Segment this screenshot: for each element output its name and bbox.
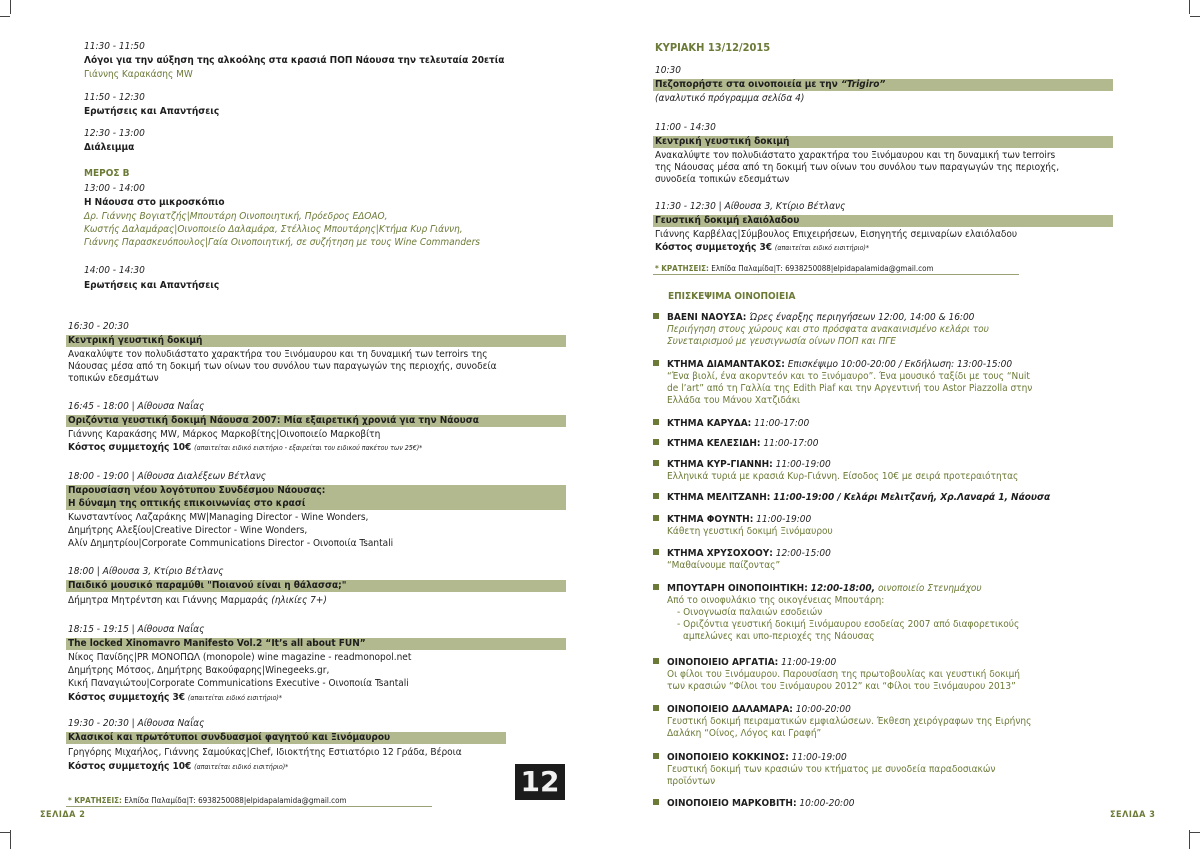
winery-item: ΚΤΗΜΑ ΚΑΡΥΔΑ: 11:00-17:00 [653, 418, 809, 430]
right-page [600, 0, 1200, 849]
divider [653, 274, 1019, 275]
event-speaker: Νίκος Πανίδης|PR ΜΟΝΟΠΩΛ (monopole) wine magazine - readmonopol.net [68, 652, 412, 663]
event-desc: τοπικών εδεσμάτων [68, 373, 159, 384]
event-time: 11:00 - 14:30 [655, 122, 716, 133]
bullet-square-icon [653, 419, 659, 425]
event-speaker: Γρηγόρης Μιχαήλος, Γιάννης Σαμούκας|Chef, Ιδιοκτήτης Εστιατόριο 12 Γράδα, Βέροια [68, 747, 462, 758]
event-cost: Κόστος συμμετοχής 3€ (απαιτείται ειδικό εισιτήριο)* [655, 242, 870, 253]
event-speaker: Γιάννης Καρακάσης MW, Μάρκος Μαρκοβίτης|Οινοποιείο Μαρκοβίτη [68, 429, 381, 440]
divider [66, 806, 432, 807]
crop-mark [0, 16, 10, 17]
event-cost: Κόστος συμμετοχής 10€ (απαιτείται ειδικό εισιτήριο)* [68, 761, 289, 772]
winery-item: ΒΑΕΝΙ ΝΑΟΥΣΑ: Ώρες έναρξης περιηγήσεων 12:00, 14:00 & 16:00 Περιήγηση στους χώρους και στο πρόσφατα ανακαινισμένο κελάρι του Συνεταιρισμού με γευσιγνωσία οίνων ΠΟΠ και ΠΓΕ [653, 312, 989, 348]
bullet-square-icon [653, 549, 659, 555]
event-title: Οριζόντια γευστική δοκιμή Νάουσα 2007: Μία εξαιρετική χρονιά για την Νάουσα [68, 415, 479, 426]
event-time: 18:00 | Αίθουσα 3, Κτίριο Βέτλανς [68, 566, 224, 577]
event-speaker: Δήμητρα Μητρέντση και Γιάννης Μαρμαράς (ηλικίες 7+) [68, 595, 327, 606]
page-number: ΣΕΛΙΔΑ 3 [1110, 810, 1156, 820]
session-title: Ερωτήσεις και Απαντήσεις [84, 106, 220, 117]
bullet-square-icon [653, 658, 659, 664]
speaker-line: Δρ. Γιάννης Βογιατζής|Μπουτάρη Οινοποιητική, Πρόεδρος ΕΔΟΑΟ, [84, 211, 388, 222]
winery-item: ΟΙΝΟΠΟΙΕΙΟ ΔΑΛΑΜΑΡΑ: 10:00-20:00 Γευστική δοκιμή πειραματικών εμφιαλώσεων. Έκθεση χειρόγραφων της Ειρήνης Δαλάκη “Οίνος, Λόγος και Γραφή” [653, 704, 1031, 740]
crop-mark [0, 832, 10, 833]
event-title: Κεντρική γευστική δοκιμή [655, 136, 790, 147]
event-speaker: Αλίν Δημητρίου|Corporate Communications Director - Οινοποιία Tsantali [68, 538, 394, 549]
event-time: 16:45 - 18:00 | Αίθουσα Ναΐας [68, 401, 205, 412]
day-heading: ΚΥΡΙΑΚΗ 13/12/2015 [655, 41, 771, 54]
event-time: 10:30 [655, 65, 681, 76]
winery-item: ΟΙΝΟΠΟΙΕΙΟ ΑΡΓΑΤΙΑ: 11:00-19:00 Οι φίλοι του Ξινόμαυρου. Παρουσίαση της πρωτοβουλίας και γευστική δοκιμή των κρασιών “Φίλοι του Ξινόμαυρου 2012” και “Φίλοι του Ξινόμαυρου 2013” [653, 657, 1020, 693]
session-title: Διάλειμμα [84, 142, 135, 153]
event-sub: (αναλυτικό πρόγραμμα σελίδα 4) [655, 93, 805, 104]
winery-item: ΟΙΝΟΠΟΙΕΙΟ ΚΟΚΚΙΝΟΣ: 11:00-19:00 Γευστική δοκιμή των κρασιών του κτήματος με συνοδεία παραδοσιακών προϊόντων [653, 752, 995, 788]
reservations-line: * ΚΡΑΤΗΣΕΙΣ: Ελπίδα Παλαμίδα|Τ: 6938250088|elpidapalamida@gmail.com [68, 796, 347, 805]
event-time: 11:30 - 12:30 | Αίθουσα 3, Κτίριο Βέτλανς [655, 201, 846, 212]
bullet-square-icon [653, 705, 659, 711]
crop-mark [1190, 16, 1200, 17]
bullet-square-icon [653, 493, 659, 499]
event-speaker: Κωνσταντίνος Λαζαράκης MW|Managing Director - Wine Wonders, [68, 512, 369, 523]
session-time: 11:30 - 11:50 [84, 41, 145, 52]
winery-item: ΚΤΗΜΑ ΜΕΛΙΤΖΑΝΗ: 11:00-19:00 / Κελάρι Μελιτζανή, Χρ.Λαναρά 1, Νάουσα [653, 492, 1050, 504]
event-desc: Ανακαλύψτε τον πολυδιάστατο χαρακτήρα του Ξινόμαυρου και τη δυναμική των terroirs της [68, 349, 488, 360]
wineries-heading: ΕΠΙΣΚΕΨΙΜΑ ΟΙΝΟΠΟΙΕΙΑ [668, 291, 796, 302]
event-cost: Κόστος συμμετοχής 3€ (απαιτείται ειδικό εισιτήριο)* [68, 692, 283, 703]
part-b-heading: ΜΕΡΟΣ Β [84, 168, 130, 179]
page-number: ΣΕΛΙΔΑ 2 [40, 810, 86, 820]
session-speaker: Γιάννης Καρακάσης MW [84, 69, 193, 80]
event-time: 16:30 - 20:30 [68, 321, 129, 332]
reservations-line: * ΚΡΑΤΗΣΕΙΣ: Ελπίδα Παλαμίδα|Τ: 6938250088|elpidapalamida@gmail.com [655, 264, 934, 273]
event-desc: συνοδεία τοπικών εδεσμάτων [655, 174, 790, 185]
event-title: Παρουσίαση νέου λογότυπου Συνδέσμου Νάουσας: [68, 485, 326, 496]
event-title: Κλασικοί και πρωτότυποι συνδυασμοί φαγητού και Ξινόμαυρου [68, 732, 391, 743]
event-cost: Κόστος συμμετοχής 10€ (απαιτείται ειδικό εισιτήριο - εξαιρείται του ειδικού πακέτου των 25€)* [68, 442, 423, 453]
bullet-square-icon [653, 360, 659, 366]
restaurant-logo: 12 [515, 764, 565, 800]
bullet-square-icon [653, 799, 659, 805]
speaker-line: Κωστής Δαλαμάρας|Οινοποιείο Δαλαμάρα, Στέλλιος Μπουτάρης|Κτήμα Κυρ Γιάννη, [84, 224, 463, 235]
winery-item: ΟΙΝΟΠΟΙΕΙΟ ΜΑΡΚΟΒΙΤΗ: 10:00-20:00 [653, 798, 855, 810]
winery-item: ΚΤΗΜΑ ΔΙΑΜΑΝΤΑΚΟΣ: Επισκέψιμο 10:00-20:00 / Εκδήλωση: 13:00-15:00 “Ένα βιολί, ένα ακορντεόν και το Ξινόμαυρο”. Ένα μουσικό ταξίδι με τους “Nuit de l’art” από τη Γαλλία της Edith Piaf και την Αργεντινή του Astor Piazzolla στην Ελλάδα του Μάνου Χατζιδάκι [653, 359, 1032, 407]
session-time: 12:30 - 13:00 [84, 128, 145, 139]
bullet-square-icon [653, 584, 659, 590]
event-speaker: Δημήτρης Αλεξίου|Creative Director - Wine Wonders, [68, 525, 308, 536]
event-speaker: Γιάννης Καρβέλας|Σύμβουλος Επιχειρήσεων, Εισηγητής σεμιναρίων ελαιόλαδου [655, 229, 1018, 240]
session-time: 13:00 - 14:00 [84, 183, 145, 194]
speaker-line: Γιάννης Παρασκευόπουλος|Γαία Οινοποιητική, σε συζήτηση με τους Wine Commanders [84, 237, 480, 248]
event-desc: της Νάουσας μέσα από τη δοκιμή των οίνων του συνόλου των παραγωγών της περιοχής, [655, 162, 1060, 173]
crop-mark [1190, 832, 1200, 833]
session-time: 11:50 - 12:30 [84, 92, 145, 103]
event-speaker: Κική Παναγιώτου|Corporate Communications Executive - Οινοποιία Tsantali [68, 678, 409, 689]
event-title: Η δύναμη της οπτικής επικοινωνίας στο κρασί [68, 498, 306, 509]
session-title: Ερωτήσεις και Απαντήσεις [84, 280, 220, 291]
event-title: The locked Xinomavro Manifesto Vol.2 “It’s all about FUN” [68, 638, 366, 649]
crop-mark [10, 0, 11, 14]
crop-mark [1189, 0, 1190, 14]
event-speaker: Δημήτρης Μότσος, Δημήτρης Βακούφαρης|Winegeeks.gr, [68, 665, 330, 676]
bullet-square-icon [653, 515, 659, 521]
session-time: 14:00 - 14:30 [84, 265, 145, 276]
event-title: Γευστική δοκιμή ελαιόλαδου [655, 215, 800, 226]
bullet-square-icon [653, 460, 659, 466]
winery-item: ΚΤΗΜΑ ΦΟΥΝΤΗ: 11:00-19:00 Κάθετη γευστική δοκιμή Ξινόμαυρου [653, 514, 833, 538]
winery-item: ΚΤΗΜΑ ΧΡΥΣΟΧΟΟΥ: 12:00-15:00 “Μαθαίνουμε παίζοντας” [653, 548, 831, 572]
event-desc: Ανακαλύψτε τον πολυδιάστατο χαρακτήρα του Ξινόμαυρου και τη δυναμική των terroirs [655, 150, 1056, 161]
bullet-square-icon [653, 439, 659, 445]
event-title: Κεντρική γευστική δοκιμή [68, 335, 203, 346]
event-title: Πεζοπορήστε στα οινοποιεία με την “Trigiro” [655, 79, 886, 90]
event-time: 18:15 - 19:15 | Αίθουσα Ναΐας [68, 624, 205, 635]
session-title: Λόγοι για την αύξηση της αλκοόλης στα κρασιά ΠΟΠ Νάουσα την τελευταία 20ετία [84, 55, 505, 66]
winery-item: ΜΠΟΥΤΑΡΗ ΟΙΝΟΠΟΙΗΤΙΚΗ: 12:00-18:00, οινοποιείο Στενημάχου Από το οινοφυλάκιο της οικογένειας Μπουτάρη: - Οινογνωσία παλαιών εσοδειών - Οριζόντια γευστική δοκιμή Ξινόμαυρου εσοδείας 2007 από διαφορετικούς αμπελώνες και υπο-περιοχές της Νάουσας [653, 583, 1019, 643]
event-title: Παιδικό μουσικό παραμύθι "Ποιανού είναι η θάλασσα;" [68, 580, 347, 591]
bullet-square-icon [653, 753, 659, 759]
event-desc: Νάουσας μέσα από τη δοκιμή των οίνων του συνόλου των παραγωγών της περιοχής, συνοδεία [68, 361, 497, 372]
winery-item: ΚΤΗΜΑ ΚΕΛΕΣΙΔΗ: 11:00-17:00 [653, 438, 818, 450]
winery-item: ΚΤΗΜΑ ΚΥΡ-ΓΙΑΝΝΗ: 11:00-19:00 Ελληνικά τυριά με κρασιά Κυρ-Γιάννη. Είσοδος 10€ με σειρά προτεραιότητας [653, 459, 1018, 483]
session-title: Η Νάουσα στο μικροσκόπιο [84, 197, 225, 208]
bullet-square-icon [653, 313, 659, 319]
event-time: 19:30 - 20:30 | Αίθουσα Ναΐας [68, 718, 205, 729]
event-time: 18:00 - 19:00 | Αίθουσα Διαλέξεων Βέτλανς [68, 471, 267, 482]
crop-mark [10, 830, 11, 849]
